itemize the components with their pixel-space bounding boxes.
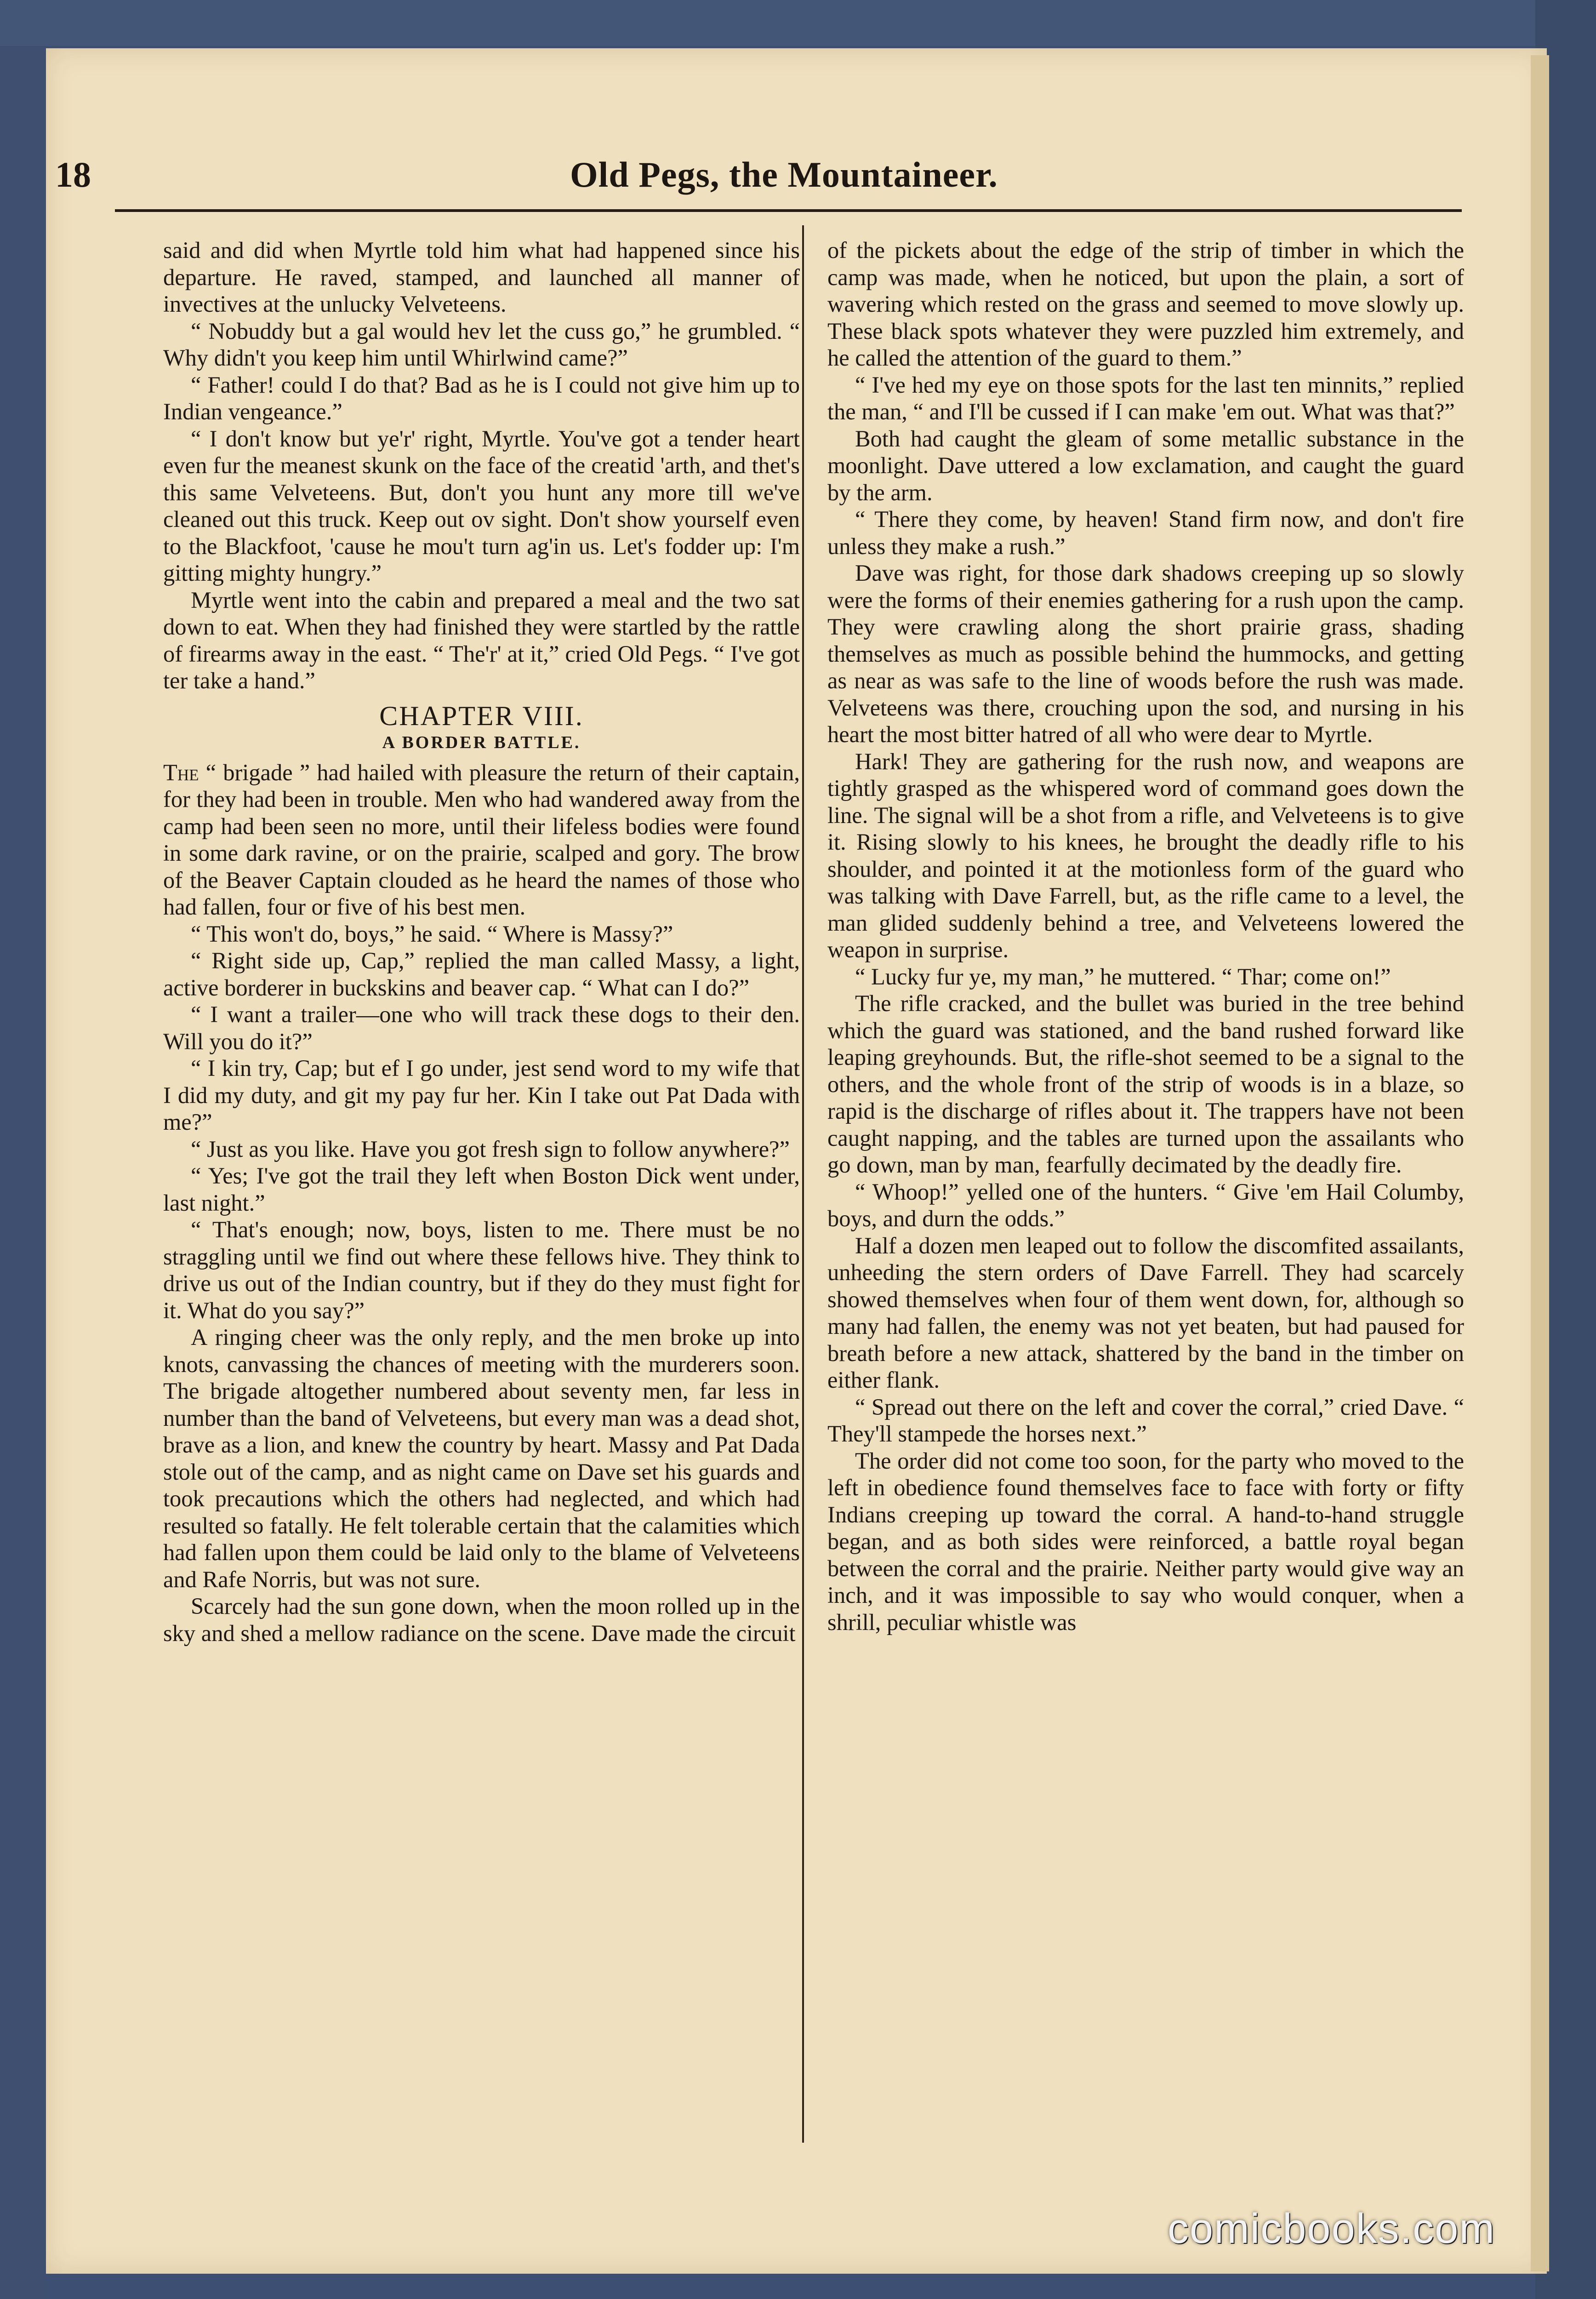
small-caps-lead: The: [163, 759, 199, 785]
watermark: comicbooks.com: [1168, 2205, 1496, 2252]
paragraph: Scarcely had the sun gone down, when the moon rolled up in the sky and shed a mellow radiance on the scene. Dave made the circuit: [163, 1593, 800, 1646]
scan-background-left: [0, 0, 46, 2299]
paragraph: “ Just as you like. Have you got fresh sign to follow anywhere?”: [191, 1136, 790, 1162]
paragraph: “ Lucky fur ye, my man,” he muttered. “ Thar; come on!”: [855, 963, 1391, 989]
paragraph: “ Whoop!” yelled one of the hunters. “ Give 'em Hail Columby, boys, and durn the odds.”: [827, 1178, 1464, 1231]
page-number: 18: [55, 154, 91, 194]
paragraph: Half a dozen men leaped out to follow the discomfited assailants, unheeding the stern orders of Dave Farrell. They had scarcely showed themselves when four of them went down, for, although so many had fallen, the enemy was not yet beaten, but had paused for breath before a new attack, shattered by the band in the timber on either flank.: [827, 1232, 1464, 1393]
paragraph: of the pickets about the edge of the strip of timber in which the camp was made, when he noticed, but upon the plain, a sort of wavering which rested on the grass and seemed to move slowly up. These black spots whatever they were puzzled him extremely, and he called the attention of the guard to them.”: [827, 237, 1464, 371]
paragraph: Hark! They are gathering for the rush now, and weapons are tightly grasped as the whispered word of command goes down the line. The signal will be a shot from a rifle, and Velveteens is to give it. Rising slowly to his knees, he brought the deadly rifle to his shoulder, and pointed it at the motionless form of the guard who was talking with Dave Farrell, but, as the rifle came to a level, the man glided suddenly behind a tree, and Velveteens lowered the weapon in surprise.: [827, 748, 1464, 962]
paragraph: Myrtle went into the cabin and prepared a meal and the two sat down to eat. When they had finished they were startled by the rattle of firearms away in the east. “ The'r' at it,” cried Old Pegs. “ I've got ter take a hand.”: [163, 587, 800, 693]
right-column: [827, 237, 1464, 2154]
header-rule: [115, 209, 1462, 212]
paragraph: “ Father! could I do that? Bad as he is I could not give him up to Indian vengeance.”: [163, 372, 800, 424]
left-column: [163, 237, 800, 2154]
paragraph: “ I've hed my eye on those spots for the last ten minnits,” replied the man, “ and I'll be cussed if I can make 'em out. What was that?”: [827, 372, 1464, 424]
paragraph: “ Yes; I've got the trail they left when Boston Dick went under, last night.”: [163, 1163, 800, 1216]
paragraph: “ Spread out there on the left and cover the corral,” cried Dave. “ They'll stampede the horses next.”: [827, 1394, 1464, 1447]
paragraph: “ I don't know but ye'r' right, Myrtle. You've got a tender heart even fur the meanest skunk on the face of the creatid 'arth, and thet's this same Velveteens. But, don't you hunt any more till we've cleaned out this truck. Keep out ov sight. Don't show yourself even to the Blackfoot, 'cause he mou't turn ag'in us. Let's fodder up: I'm gitting mighty hungry.”: [163, 425, 800, 586]
running-title: Old Pegs, the Mountaineer.: [570, 154, 998, 194]
chapter-subtitle: A BORDER BATTLE.: [382, 733, 581, 752]
paragraph: “ That's enough; now, boys, listen to me. There must be no straggling until we find out where these fellows hive. They think to drive us out of the Indian country, but if they do they must fight for it. What do you say?”: [163, 1217, 800, 1323]
paragraph: said and did when Myrtle told him what had happened since his departure. He raved, stamped, and launched all manner of invectives at the unlucky Velveteens.: [163, 237, 800, 317]
paragraph: “ Nobuddy but a gal would hev let the cuss go,” he grumbled. “ Why didn't you keep him until Whirlwind came?”: [163, 318, 800, 371]
paragraph-text: “ brigade ” had hailed with pleasure the return of their captain, for they had been in trouble. Men who had wandered away from the camp had been seen no more, until their lifeless bodies were found in some dark ravine, or on the prairie, scalped and gory. The brow of the Beaver Captain clouded as he heard the names of those who had fallen, four or five of his best men.: [163, 759, 800, 920]
paragraph: “ There they come, by heaven! Stand firm now, and don't fire unless they make a rush.”: [827, 506, 1464, 559]
paragraph: Both had caught the gleam of some metallic substance in the moonlight. Dave uttered a low exclamation, and caught the guard by the arm.: [827, 425, 1464, 505]
paragraph: “ This won't do, boys,” he said. “ Where is Massy?”: [191, 921, 673, 947]
column-divider: [802, 225, 804, 2143]
paragraph: The rifle cracked, and the bullet was buried in the tree behind which the guard was stationed, and the band rushed forward like leaping greyhounds. But, the rifle-shot seemed to be a signal to the others, and the whole front of the strip of woods is in a blaze, so rapid is the discharge of rifles about it. The trappers have not been caught napping, and the tables are turned upon the assailants who go down, man by man, fearfully decimated by the deadly fire.: [827, 990, 1464, 1178]
paragraph: [163, 759, 800, 921]
scan-background-top: [0, 0, 1596, 46]
paragraph: Dave was right, for those dark shadows creeping up so slowly were the forms of their enemies gathering for a rush upon the camp. They were crawling along the short prairie grass, shading themselves as much as possible behind the hummocks, and getting as near as was safe to the line of woods before the rush was made. Velveteens was there, crouching upon the sod, and nursing in his heart the most bitter hatred of all who were dear to Myrtle.: [827, 560, 1464, 747]
page-edge: [1531, 55, 1549, 2271]
chapter-title: CHAPTER VIII.: [379, 700, 584, 731]
paragraph: “ I kin try, Cap; but ef I go under, jest send word to my wife that I did my duty, and git my pay fur her. Kin I take out Pat Dada with me?”: [163, 1055, 800, 1135]
paragraph: A ringing cheer was the only reply, and the men broke up into knots, canvassing the chances of meeting with the murderers soon. The brigade altogether numbered about seventy men, far less in number than the band of Velveteens, but every man was a dead shot, brave as a lion, and knew the country by heart. Massy and Pat Dada stole out of the camp, and as night came on Dave set his guards and took precautions which the others had neglected, and which had resulted so fatally. He felt tolerable certain that the calamities which had fallen upon them could be laid only to the blame of Velveteens and Rafe Norris, but was not sure.: [163, 1324, 800, 1592]
paragraph: “ Right side up, Cap,” replied the man called Massy, a light, active borderer in buckskins and beaver cap. “ What can I do?”: [163, 948, 800, 1001]
paragraph: “ I want a trailer—one who will track these dogs to their den. Will you do it?”: [163, 1001, 800, 1054]
paragraph: The order did not come too soon, for the party who moved to the left in obedience found themselves face to face with forty or fifty Indians creeping up toward the corral. A hand-to-hand struggle began, and as both sides were reinforced, a battle royal began between the corral and the prairie. Neither party would give way an inch, and it was impossible to say who would conquer, when a shrill, peculiar whistle was: [827, 1447, 1464, 1635]
